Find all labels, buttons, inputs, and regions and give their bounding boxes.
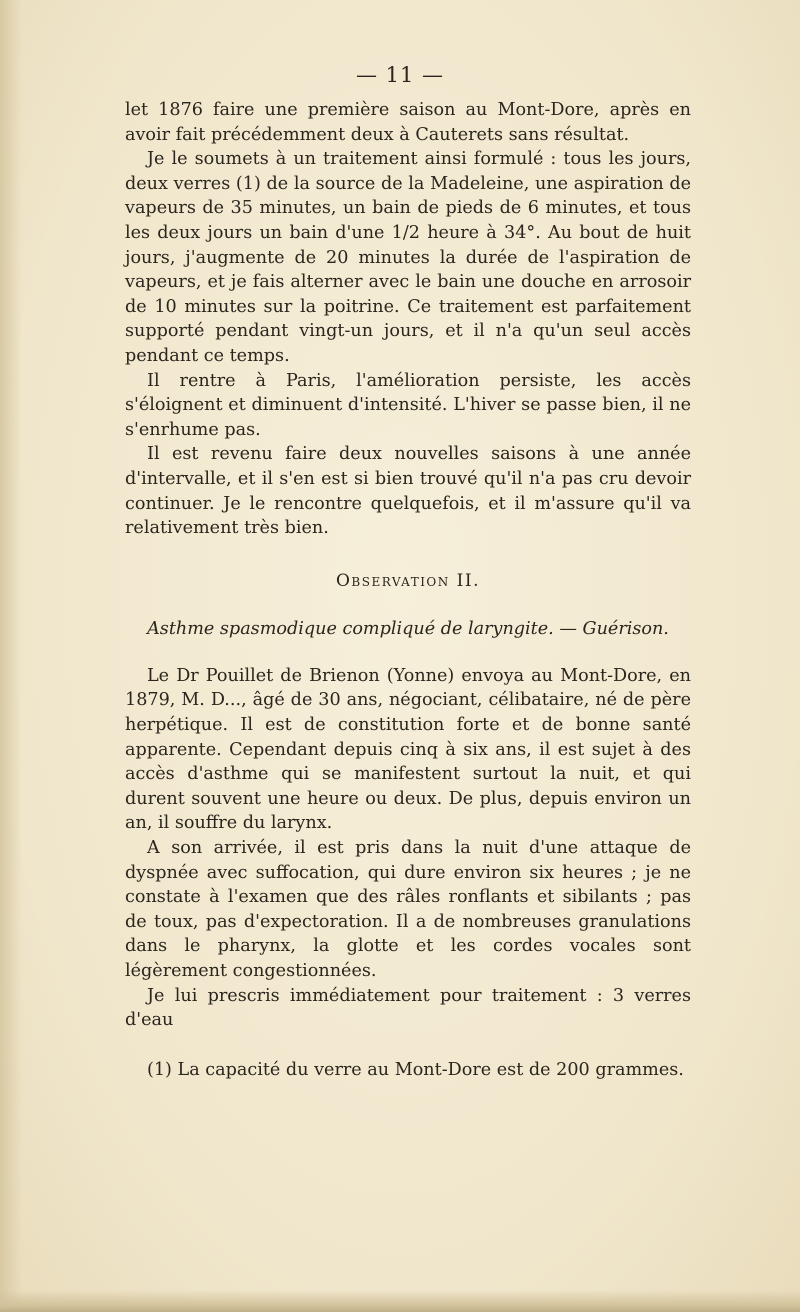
body-text (125, 98, 691, 1082)
paragraph-continuation: let 1876 faire une première saison au Mont-Dore, après en avoir fait précédemment deux à Cauterets sans résultat. (125, 100, 691, 145)
page-gutter-shadow (0, 0, 22, 1312)
page-bottom-edge (0, 1290, 800, 1312)
observation-subtitle: Asthme spasmodique compliqué de laryngite. — Guérison. (147, 619, 669, 640)
paragraph-treatment: Je le soumets à un traitement ainsi formulé : tous les jours, deux verres (1) de la source de la Madeleine, une aspiration de vapeurs de 35 minutes, un bain de pieds de 6 minutes, et tous les deux jours un bain d'une 1/2 heure à 34°. Au bout de huit jours, j'augmente de 20 minutes la durée de l'aspiration de vapeurs, et je fais alterner avec le bain une douche en arrosoir de 10 minutes sur la poitrine. Ce traitement est parfaitement supporté pendant vingt-un jours, et il n'a qu'un seul accès pendant ce temps. (125, 149, 691, 366)
paragraph-return-paris: Il rentre à Paris, l'amélioration persiste, les accès s'éloignent et diminuent d'intensité. L'hiver se passe bien, il ne s'enrhume pas. (125, 370, 691, 440)
footnote: (1) La capacité du verre au Mont-Dore est de 200 grammes. (147, 1059, 684, 1080)
paragraph-new-seasons: Il est revenu faire deux nouvelles saisons à une année d'intervalle, et il s'en est si bien trouvé qu'il n'a pas cru devoir continuer. Je le rencontre quelquefois, et il m'assure qu'il va relativement très bien. (125, 444, 691, 539)
page-number: — 11 — (355, 63, 445, 87)
paragraph-arrival: A son arrivée, il est pris dans la nuit d'une attaque de dyspnée avec suffocation, qui dure environ six heures ; je ne constate à l'examen que des râles ronflants et sibilants ; pas de toux, pas d'expectoration. Il a de nombreuses granulations dans le pharynx, la glotte et les cordes vocales sont légèrement congestionnées. (125, 838, 691, 981)
paragraph-prescription: Je lui prescris immédiatement pour traitement : 3 verres d'eau (125, 985, 691, 1031)
paragraph-case-history: Le Dr Pouillet de Brienon (Yonne) envoya au Mont-Dore, en 1879, M. D..., âgé de 30 ans, négociant, célibataire, né de père herpétique. Il est de constitution forte et de bonne santé apparente. Cependant depuis cinq à six ans, il est sujet à des accès d'asthme qui se manifestent surtout la nuit, et qui durent souvent une heure ou deux. De plus, depuis environ un an, il souffre du larynx. (125, 665, 691, 834)
observation-heading: Observation II. (335, 570, 481, 591)
